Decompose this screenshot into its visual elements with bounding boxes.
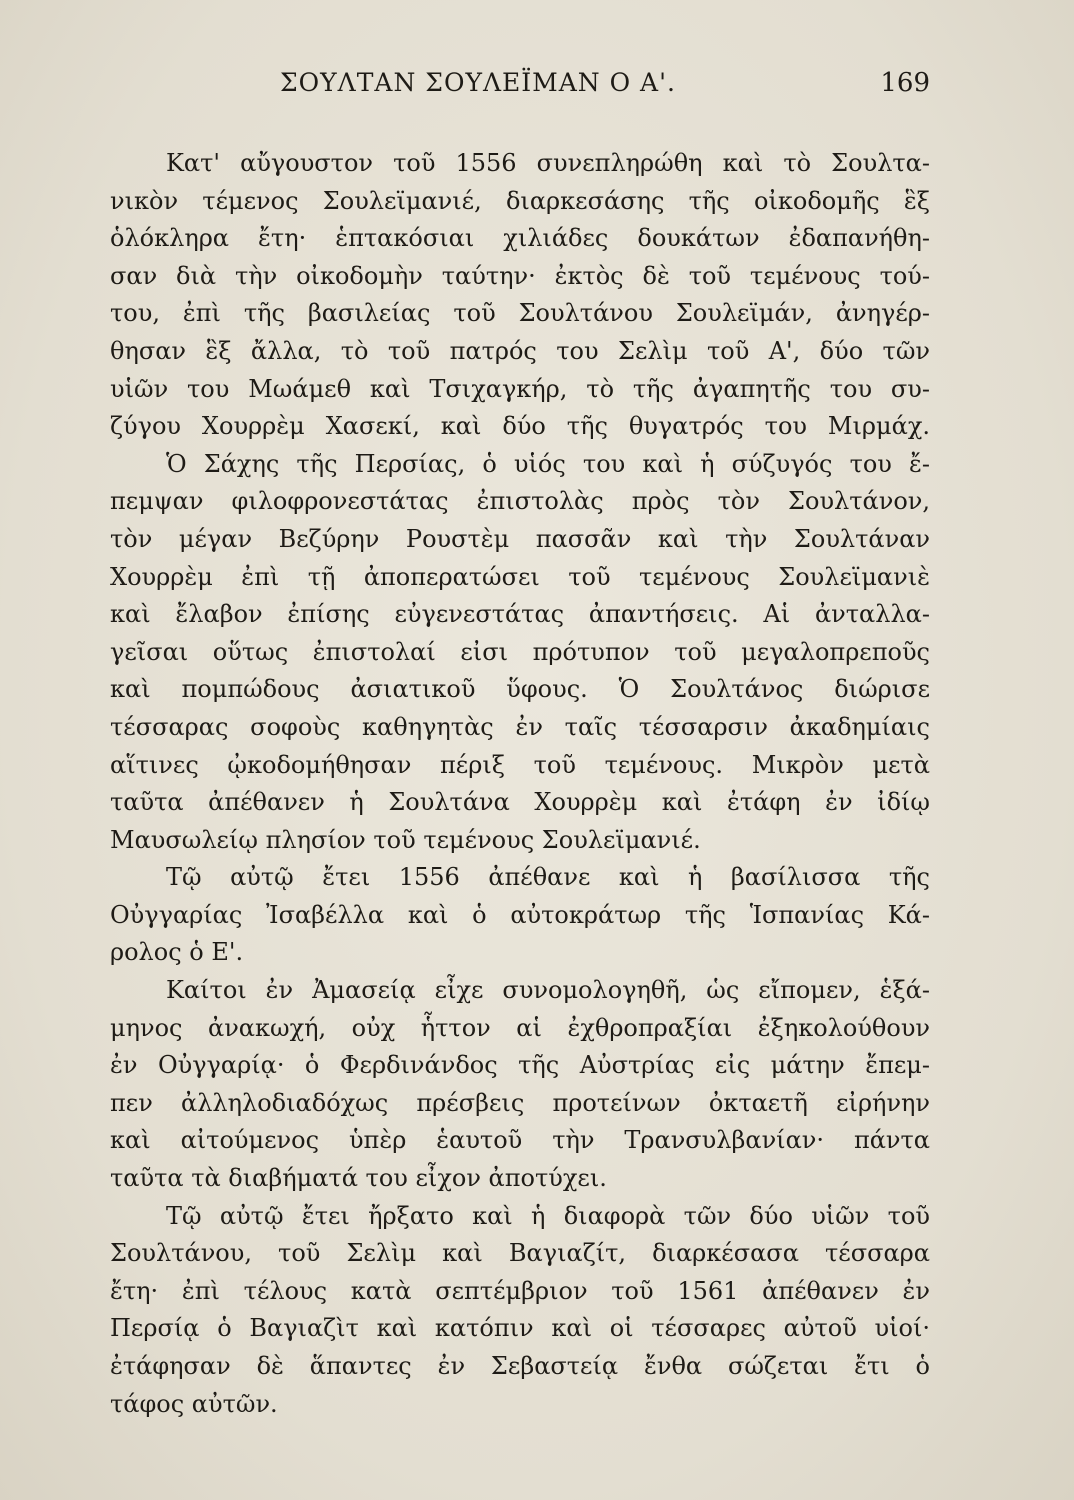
text-line: Ὁ Σάχης τῆς Περσίας, ὁ υἱός του καὶ ἡ σύζυγός του ἔ-: [166, 449, 930, 478]
text-line: Κατ' αὔγουστον τοῦ 1556 συνεπληρώθη καὶ τὸ Σουλτα-: [166, 149, 930, 177]
text-line: Μαυσωλείῳ πλησίον τοῦ τεμένους Σουλεϊμανιέ.: [110, 825, 701, 854]
text-line: πεν ἀλληλοδιαδόχως πρέσβεις προτείνων ὀκταετῆ εἰρήνην: [110, 1088, 930, 1117]
text-line: ζύγου Χουρρὲμ Χασεκί, καὶ δύο τῆς θυγατρός του Μιρμάχ.: [110, 412, 930, 441]
body-text: [110, 145, 930, 1423]
running-title: ΣΟΥΛΤΑΝ ΣΟΥΛΕΪΜΑΝ Ο Α'.: [280, 68, 676, 97]
text-line: νικὸν τέμενος Σουλεϊμανιέ, διαρκεσάσης τῆς οἰκοδομῆς ἓξ: [110, 186, 930, 215]
page-number: 169: [880, 68, 930, 98]
text-line: ἔτη· ἐπὶ τέλους κατὰ σεπτέμβριον τοῦ 1561 ἀπέθανεν ἐν: [110, 1276, 930, 1305]
text-line: Οὐγγαρίας Ἰσαβέλλα καὶ ὁ αὐτοκράτωρ τῆς Ἱσπανίας Κά-: [110, 900, 930, 929]
text-line: καὶ πομπώδους ἀσιατικοῦ ὕφους. Ὁ Σουλτάνος διώρισε: [110, 675, 930, 704]
text-line: αἵτινες ᾠκοδομήθησαν πέριξ τοῦ τεμένους. Μικρὸν μετὰ: [110, 750, 930, 779]
text-line: Τῷ αὐτῷ ἔτει 1556 ἀπέθανε καὶ ἡ βασίλισσα τῆς: [166, 863, 930, 892]
page-header: [110, 68, 930, 108]
text-line: σαν διὰ τὴν οἰκοδομὴν ταύτην· ἐκτὸς δὲ τοῦ τεμένους τού-: [110, 261, 930, 290]
text-line: ρολος ὁ Ε'.: [110, 938, 244, 967]
text-line: υἱῶν του Μωάμεθ καὶ Τσιχαγκήρ, τὸ τῆς ἀγαπητῆς του συ-: [110, 374, 930, 403]
text-line: ὁλόκληρα ἔτη· ἑπτακόσιαι χιλιάδες δουκάτων ἐδαπανήθη-: [110, 224, 930, 253]
text-line: γεῖσαι οὕτως ἐπιστολαί εἰσι πρότυπον τοῦ μεγαλοπρεποῦς: [110, 637, 930, 666]
text-line: Χουρρὲμ ἐπὶ τῇ ἀποπερατώσει τοῦ τεμένους Σουλεϊμανιὲ: [110, 562, 930, 591]
text-line: ταῦτα ἀπέθανεν ἡ Σουλτάνα Χουρρὲμ καὶ ἐτάφη ἐν ἰδίῳ: [110, 788, 930, 817]
text-line: τέσσαρας σοφοὺς καθηγητὰς ἐν ταῖς τέσσαρσιν ἀκαδημίαις: [110, 712, 930, 741]
text-line: Τῷ αὐτῷ ἔτει ἤρξατο καὶ ἡ διαφορὰ τῶν δύο υἱῶν τοῦ: [166, 1201, 930, 1230]
text-line: τὸν μέγαν Βεζύρην Ρουστὲμ πασσᾶν καὶ τὴν Σουλτάναν: [110, 524, 930, 553]
text-line: Περσίᾳ ὁ Βαγιαζὶτ καὶ κατόπιν καὶ οἱ τέσσαρες αὐτοῦ υἱοί·: [110, 1314, 930, 1343]
text-line: Σουλτάνου, τοῦ Σελὶμ καὶ Βαγιαζίτ, διαρκέσασα τέσσαρα: [110, 1239, 930, 1268]
text-line: Καίτοι ἐν Ἀμασείᾳ εἶχε συνομολογηθῆ, ὡς εἴπομεν, ἑξά-: [166, 976, 930, 1005]
text-line: ταῦτα τὰ διαβήματά του εἶχον ἀποτύχει.: [110, 1164, 607, 1193]
text-line: θησαν ἓξ ἄλλα, τὸ τοῦ πατρός του Σελὶμ τοῦ Α', δύο τῶν: [110, 336, 930, 365]
text-line: ἐτάφησαν δὲ ἅπαντες ἐν Σεβαστείᾳ ἔνθα σώζεται ἔτι ὁ: [110, 1352, 930, 1380]
text-line: καὶ ἔλαβον ἐπίσης εὐγενεστάτας ἀπαντήσεις. Αἱ ἀνταλλα-: [110, 600, 930, 629]
text-line: μηνος ἀνακωχή, οὐχ ἧττον αἱ ἐχθροπραξίαι ἐξηκολούθουν: [110, 1013, 930, 1042]
text-line: του, ἐπὶ τῆς βασιλείας τοῦ Σουλτάνου Σουλεϊμάν, ἀνηγέρ-: [110, 299, 930, 328]
text-line: ἐν Οὐγγαρίᾳ· ὁ Φερδινάνδος τῆς Αὐστρίας εἰς μάτην ἔπεμ-: [110, 1051, 930, 1080]
text-line: τάφος αὐτῶν.: [110, 1389, 278, 1418]
text-line: καὶ αἰτούμενος ὑπὲρ ἑαυτοῦ τὴν Τρανσυλβανίαν· πάντα: [110, 1126, 930, 1155]
text-line: πεμψαν φιλοφρονεστάτας ἐπιστολὰς πρὸς τὸν Σουλτάνον,: [110, 487, 930, 516]
